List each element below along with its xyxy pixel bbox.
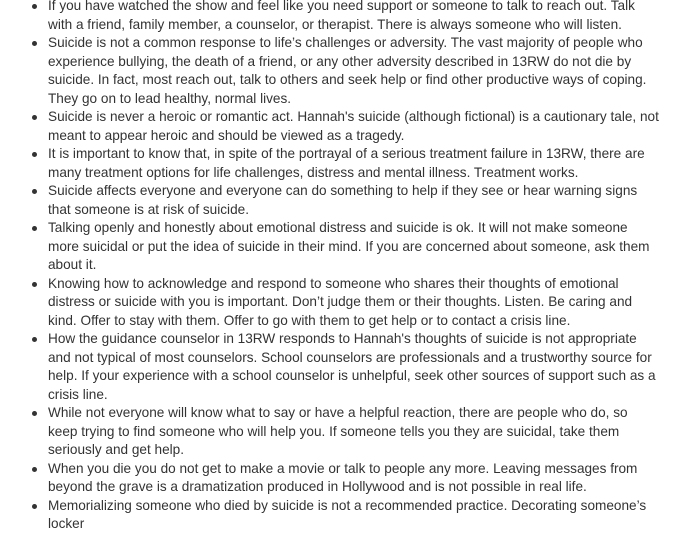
bullet-dot-icon [32,189,37,194]
bullet-dot-icon [32,41,37,46]
list-item [48,145,660,182]
list-item-text: It is important to know that, in spite of the portrayal of a serious treatment failure in 13RW, there are many treatment options for life challenges, distress and mental illness. Treatment works. [48,146,645,180]
bullet-dot-icon [32,4,37,9]
list-item [48,404,660,460]
list-item [48,108,660,145]
bullet-dot-icon [32,467,37,472]
list-item [48,497,660,534]
bullet-dot-icon [32,337,37,342]
list-item-text: While not everyone will know what to say or have a helpful reaction, there are people who do, so keep trying to find someone who will help you. If someone tells you they are suicidal, take them seriously and get help. [48,405,628,457]
bullet-dot-icon [32,152,37,157]
list-item-text: Suicide is not a common response to life’s challenges or adversity. The vast majority of people who experience bullying, the death of a friend, or any other adversity described in 13RW do not die by suicide. In fact, most reach out, talk to others and seek help or find other productive ways of coping. They go on to lead healthy, normal lives. [48,35,647,106]
bullet-dot-icon [32,411,37,416]
list-item-text: Suicide is never a heroic or romantic act. Hannah's suicide (although fictional) is a cautionary tale, not meant to appear heroic and should be viewed as a tragedy. [48,109,659,143]
list-item [48,330,660,404]
list-item-text: Memorializing someone who died by suicide is not a recommended practice. Decorating someone’s locker [48,497,647,531]
bullet-dot-icon [32,115,37,120]
list-item [48,219,660,275]
bullet-dot-icon [32,282,37,287]
list-item-text: How the guidance counselor in 13RW responds to Hannah's thoughts of suicide is not appropriate and not typical of most counselors. School counselors are professionals and a trustworthy source for help. If your experience with a school counselor is unhelpful, seek other sources of support such as a crisis line. [48,331,656,402]
bullet-dot-icon [32,226,37,231]
list-item [48,34,660,108]
bullet-dot-icon [32,504,37,509]
list-item-text: Talking openly and honestly about emotional distress and suicide is ok. It will not make someone more suicidal or put the idea of suicide in their mind. If you are concerned about someone, ask them about it. [48,220,650,272]
list-item [48,460,660,497]
list-item [48,0,660,34]
list-item-text: If you have watched the show and feel like you need support or someone to talk to reach out. Talk with a friend, family member, a counselor, or therapist. There is always someone who will listen. [48,0,635,32]
list-item-text: Knowing how to acknowledge and respond to someone who shares their thoughts of emotional distress or suicide with you is important. Don’t judge them or their thoughts. Listen. Be caring and kind. Offer to stay with them. Offer to go with them to get help or to contact a crisis line. [48,275,633,328]
list-item [48,182,660,219]
list-item [48,275,660,331]
list-item-text: Suicide affects everyone and everyone can do something to help if they see or hear warning signs that someone is at risk of suicide. [48,183,638,217]
list-item-text: When you die you do not get to make a movie or talk to people any more. Leaving messages from beyond the grave is a dramatization produced in Hollywood and is not possible in real life. [48,460,638,494]
